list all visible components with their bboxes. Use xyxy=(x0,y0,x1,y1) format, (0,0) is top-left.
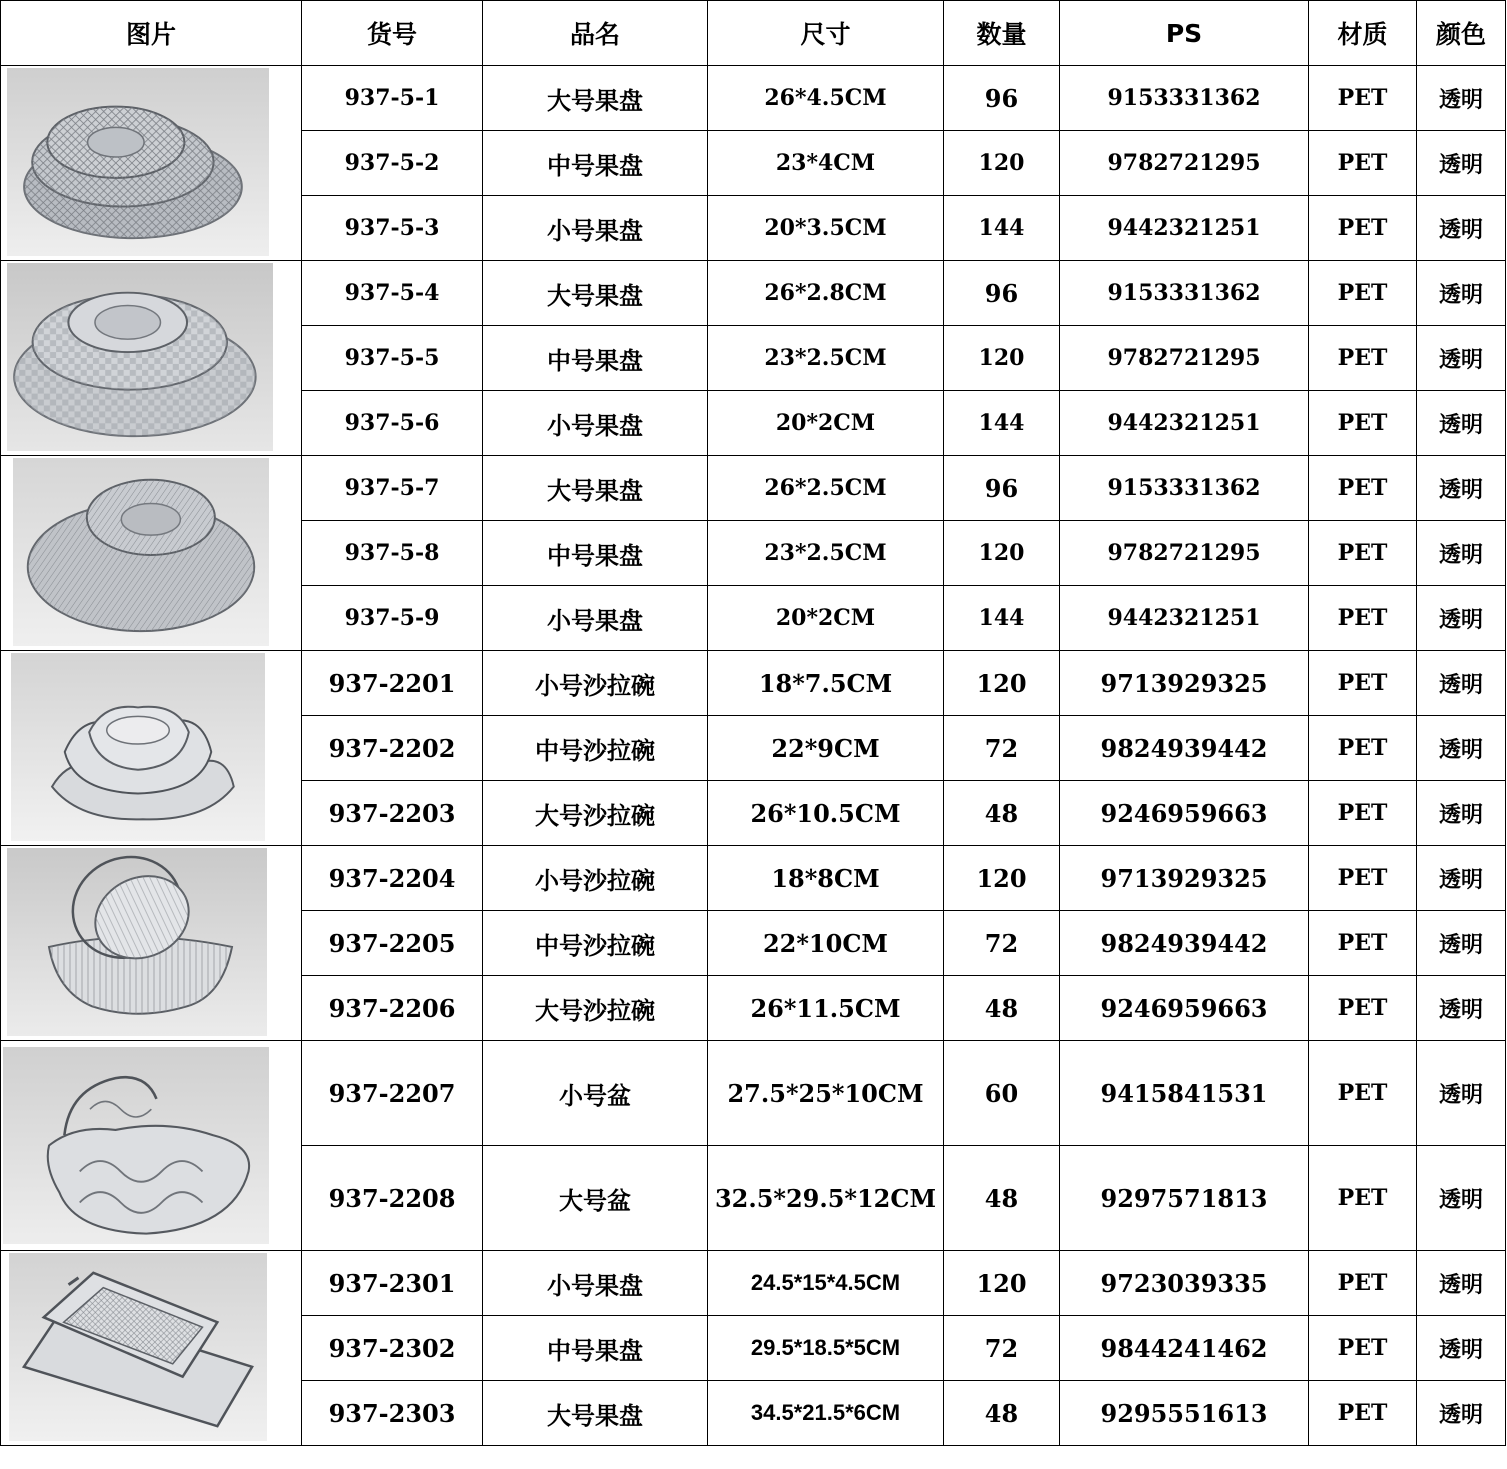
quantity: 144 xyxy=(944,586,1060,651)
product-name: 大号果盘 xyxy=(483,66,708,131)
color: 透明 xyxy=(1417,196,1506,261)
product-size: 20*3.5CM xyxy=(708,196,944,261)
color: 透明 xyxy=(1417,261,1506,326)
color: 透明 xyxy=(1417,716,1506,781)
header-name: 品名 xyxy=(483,1,708,66)
ps-code: 9442321251 xyxy=(1060,586,1309,651)
ps-code: 9415841531 xyxy=(1060,1041,1309,1146)
header-item-no: 货号 xyxy=(302,1,483,66)
header-row xyxy=(1,1,1506,66)
material: PET xyxy=(1309,66,1417,131)
product-name: 中号沙拉碗 xyxy=(483,716,708,781)
product-name: 中号果盘 xyxy=(483,521,708,586)
color: 透明 xyxy=(1417,326,1506,391)
item-no: 937-5-5 xyxy=(302,326,483,391)
color: 透明 xyxy=(1417,66,1506,131)
color: 透明 xyxy=(1417,1041,1506,1146)
item-no: 937-2206 xyxy=(302,976,483,1041)
item-no: 937-2207 xyxy=(302,1041,483,1146)
ps-code: 9713929325 xyxy=(1060,846,1309,911)
color: 透明 xyxy=(1417,1251,1506,1316)
item-no: 937-2203 xyxy=(302,781,483,846)
color: 透明 xyxy=(1417,521,1506,586)
header-quantity: 数量 xyxy=(944,1,1060,66)
quantity: 72 xyxy=(944,911,1060,976)
ps-code: 9824939442 xyxy=(1060,716,1309,781)
item-no: 937-2204 xyxy=(302,846,483,911)
product-name: 大号果盘 xyxy=(483,1381,708,1446)
material: PET xyxy=(1309,976,1417,1041)
product-size: 23*2.5CM xyxy=(708,326,944,391)
product-size: 27.5*25*10CM xyxy=(708,1041,944,1146)
product-photo-basins xyxy=(1,1041,302,1251)
ps-code: 9153331362 xyxy=(1060,66,1309,131)
product-name: 中号果盘 xyxy=(483,131,708,196)
material: PET xyxy=(1309,1146,1417,1251)
material: PET xyxy=(1309,391,1417,456)
product-size: 20*2CM xyxy=(708,586,944,651)
table-row xyxy=(1,261,1506,326)
quantity: 120 xyxy=(944,131,1060,196)
item-no: 937-5-2 xyxy=(302,131,483,196)
quantity: 96 xyxy=(944,66,1060,131)
header-ps: PS xyxy=(1060,1,1309,66)
quantity: 48 xyxy=(944,1146,1060,1251)
material: PET xyxy=(1309,326,1417,391)
item-no: 937-5-7 xyxy=(302,456,483,521)
product-size: 34.5*21.5*6CM xyxy=(708,1381,944,1446)
product-size: 26*2.8CM xyxy=(708,261,944,326)
material: PET xyxy=(1309,846,1417,911)
item-no: 937-2302 xyxy=(302,1316,483,1381)
product-size: 23*4CM xyxy=(708,131,944,196)
ps-code: 9153331362 xyxy=(1060,456,1309,521)
product-size: 22*9CM xyxy=(708,716,944,781)
material: PET xyxy=(1309,261,1417,326)
material: PET xyxy=(1309,911,1417,976)
ps-code: 9782721295 xyxy=(1060,326,1309,391)
product-size: 18*7.5CM xyxy=(708,651,944,716)
item-no: 937-2208 xyxy=(302,1146,483,1251)
header-size: 尺寸 xyxy=(708,1,944,66)
color: 透明 xyxy=(1417,586,1506,651)
quantity: 48 xyxy=(944,781,1060,846)
quantity: 120 xyxy=(944,846,1060,911)
material: PET xyxy=(1309,781,1417,846)
quantity: 48 xyxy=(944,1381,1060,1446)
quantity: 60 xyxy=(944,1041,1060,1146)
product-name: 小号沙拉碗 xyxy=(483,651,708,716)
item-no: 937-5-3 xyxy=(302,196,483,261)
header-color: 颜色 xyxy=(1417,1,1506,66)
product-name: 大号盆 xyxy=(483,1146,708,1251)
product-name: 大号果盘 xyxy=(483,456,708,521)
quantity: 120 xyxy=(944,651,1060,716)
product-name: 小号沙拉碗 xyxy=(483,846,708,911)
material: PET xyxy=(1309,1041,1417,1146)
quantity: 72 xyxy=(944,716,1060,781)
item-no: 937-2202 xyxy=(302,716,483,781)
item-no: 937-2205 xyxy=(302,911,483,976)
material: PET xyxy=(1309,651,1417,716)
quantity: 144 xyxy=(944,196,1060,261)
quantity: 120 xyxy=(944,326,1060,391)
product-size: 32.5*29.5*12CM xyxy=(708,1146,944,1251)
table-row xyxy=(1,651,1506,716)
product-size: 20*2CM xyxy=(708,391,944,456)
product-photo-rect-trays xyxy=(1,1251,302,1446)
color: 透明 xyxy=(1417,1381,1506,1446)
ps-code: 9297571813 xyxy=(1060,1146,1309,1251)
product-size: 23*2.5CM xyxy=(708,521,944,586)
product-photo-salad-bowls-fluted xyxy=(1,846,302,1041)
ps-code: 9295551613 xyxy=(1060,1381,1309,1446)
product-name: 小号果盘 xyxy=(483,1251,708,1316)
product-name: 大号沙拉碗 xyxy=(483,781,708,846)
product-name: 小号果盘 xyxy=(483,196,708,261)
item-no: 937-2303 xyxy=(302,1381,483,1446)
item-no: 937-5-8 xyxy=(302,521,483,586)
product-name: 小号果盘 xyxy=(483,391,708,456)
ps-code: 9723039335 xyxy=(1060,1251,1309,1316)
material: PET xyxy=(1309,1316,1417,1381)
ps-code: 9442321251 xyxy=(1060,391,1309,456)
product-name: 大号沙拉碗 xyxy=(483,976,708,1041)
product-size: 26*2.5CM xyxy=(708,456,944,521)
product-photo-plates-ribbed xyxy=(1,456,302,651)
table-row xyxy=(1,456,1506,521)
ps-code: 9246959663 xyxy=(1060,976,1309,1041)
color: 透明 xyxy=(1417,1146,1506,1251)
product-size: 26*10.5CM xyxy=(708,781,944,846)
product-size: 24.5*15*4.5CM xyxy=(708,1251,944,1316)
color: 透明 xyxy=(1417,391,1506,456)
color: 透明 xyxy=(1417,1316,1506,1381)
quantity: 96 xyxy=(944,261,1060,326)
quantity: 72 xyxy=(944,1316,1060,1381)
color: 透明 xyxy=(1417,456,1506,521)
product-size: 26*11.5CM xyxy=(708,976,944,1041)
ps-code: 9782721295 xyxy=(1060,131,1309,196)
header-image: 图片 xyxy=(1,1,302,66)
table-row xyxy=(1,1041,1506,1146)
ps-code: 9442321251 xyxy=(1060,196,1309,261)
item-no: 937-5-4 xyxy=(302,261,483,326)
product-photo-salad-bowls-wavy xyxy=(1,651,302,846)
item-no: 937-2201 xyxy=(302,651,483,716)
material: PET xyxy=(1309,456,1417,521)
product-name: 大号果盘 xyxy=(483,261,708,326)
product-size: 26*4.5CM xyxy=(708,66,944,131)
product-photo-plates-checker xyxy=(1,261,302,456)
ps-code: 9782721295 xyxy=(1060,521,1309,586)
table-row xyxy=(1,1251,1506,1316)
color: 透明 xyxy=(1417,846,1506,911)
material: PET xyxy=(1309,586,1417,651)
ps-code: 9153331362 xyxy=(1060,261,1309,326)
material: PET xyxy=(1309,1381,1417,1446)
product-name: 小号果盘 xyxy=(483,586,708,651)
material: PET xyxy=(1309,131,1417,196)
ps-code: 9246959663 xyxy=(1060,781,1309,846)
ps-code: 9824939442 xyxy=(1060,911,1309,976)
material: PET xyxy=(1309,716,1417,781)
header-material: 材质 xyxy=(1309,1,1417,66)
table-row xyxy=(1,66,1506,131)
material: PET xyxy=(1309,1251,1417,1316)
quantity: 144 xyxy=(944,391,1060,456)
material: PET xyxy=(1309,521,1417,586)
ps-code: 9713929325 xyxy=(1060,651,1309,716)
product-size: 22*10CM xyxy=(708,911,944,976)
item-no: 937-5-9 xyxy=(302,586,483,651)
product-name: 小号盆 xyxy=(483,1041,708,1146)
color: 透明 xyxy=(1417,131,1506,196)
table-row xyxy=(1,846,1506,911)
quantity: 48 xyxy=(944,976,1060,1041)
material: PET xyxy=(1309,196,1417,261)
item-no: 937-5-1 xyxy=(302,66,483,131)
color: 透明 xyxy=(1417,651,1506,716)
product-name: 中号果盘 xyxy=(483,1316,708,1381)
item-no: 937-5-6 xyxy=(302,391,483,456)
product-size: 29.5*18.5*5CM xyxy=(708,1316,944,1381)
color: 透明 xyxy=(1417,911,1506,976)
quantity: 120 xyxy=(944,1251,1060,1316)
product-name: 中号沙拉碗 xyxy=(483,911,708,976)
item-no: 937-2301 xyxy=(302,1251,483,1316)
product-name: 中号果盘 xyxy=(483,326,708,391)
ps-code: 9844241462 xyxy=(1060,1316,1309,1381)
product-size: 18*8CM xyxy=(708,846,944,911)
product-photo-plates-diamond xyxy=(1,66,302,261)
color: 透明 xyxy=(1417,976,1506,1041)
color: 透明 xyxy=(1417,781,1506,846)
quantity: 120 xyxy=(944,521,1060,586)
quantity: 96 xyxy=(944,456,1060,521)
